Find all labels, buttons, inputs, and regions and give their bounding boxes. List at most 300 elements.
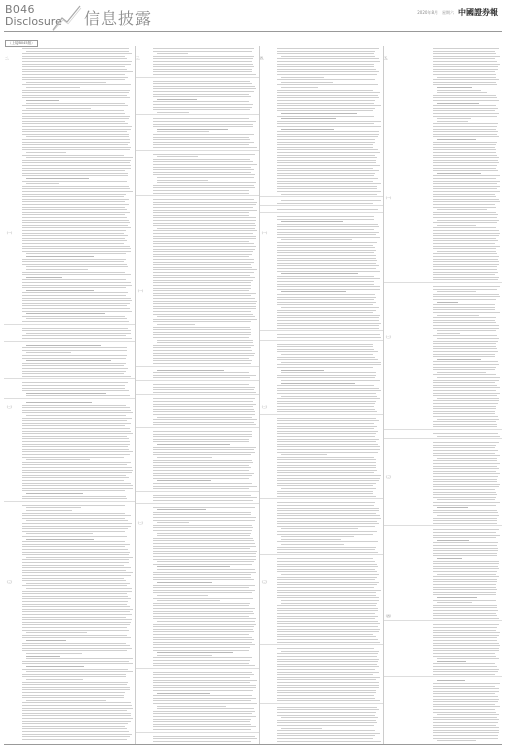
text-line bbox=[277, 664, 377, 665]
text-line bbox=[433, 214, 498, 215]
text-line bbox=[22, 134, 129, 135]
text-line bbox=[433, 201, 500, 202]
text-line bbox=[433, 589, 497, 590]
text-line bbox=[153, 345, 254, 346]
text-line bbox=[433, 149, 496, 150]
text-line bbox=[153, 406, 253, 407]
text-line bbox=[437, 220, 499, 221]
text-line bbox=[22, 457, 124, 458]
text-line bbox=[153, 585, 255, 586]
text-line bbox=[153, 272, 254, 273]
text-line bbox=[153, 724, 251, 725]
text-line bbox=[22, 71, 133, 72]
text-line bbox=[153, 473, 254, 474]
text-line bbox=[281, 273, 358, 274]
text-line bbox=[277, 317, 379, 318]
text-line bbox=[157, 228, 255, 229]
text-line bbox=[277, 100, 375, 101]
text-line bbox=[433, 693, 495, 694]
text-line bbox=[277, 398, 380, 399]
text-line bbox=[433, 466, 497, 467]
text-line bbox=[153, 377, 250, 378]
text-line bbox=[433, 532, 496, 533]
text-line bbox=[26, 640, 66, 641]
text-line bbox=[153, 329, 251, 330]
text-line bbox=[281, 383, 355, 384]
text-line bbox=[433, 486, 499, 487]
section-name-cn: 信息披露 bbox=[84, 9, 153, 28]
text-line bbox=[437, 540, 469, 541]
text-line bbox=[26, 583, 130, 584]
text-line bbox=[277, 552, 378, 553]
text-line bbox=[153, 56, 254, 57]
text-line bbox=[22, 66, 125, 67]
text-line bbox=[277, 328, 379, 329]
text-line bbox=[26, 136, 129, 137]
text-line bbox=[22, 363, 126, 364]
text-line bbox=[433, 518, 497, 519]
text-line bbox=[433, 607, 497, 608]
section-marker: （一） bbox=[384, 195, 394, 200]
text-line bbox=[433, 74, 496, 75]
text-line bbox=[153, 637, 252, 638]
text-line bbox=[277, 144, 373, 145]
text-line bbox=[277, 334, 380, 335]
text-line bbox=[22, 199, 129, 200]
text-line bbox=[277, 428, 374, 429]
text-line bbox=[22, 663, 133, 664]
section-marker: （二） bbox=[136, 521, 146, 526]
text-line bbox=[277, 375, 376, 376]
text-line bbox=[22, 718, 133, 719]
text-line bbox=[26, 360, 111, 361]
text-line bbox=[277, 186, 377, 187]
text-line bbox=[433, 328, 499, 329]
text-line bbox=[153, 137, 249, 138]
text-line bbox=[281, 728, 322, 729]
text-line bbox=[277, 393, 376, 394]
text-line bbox=[22, 240, 127, 241]
text-line bbox=[153, 249, 255, 250]
text-line bbox=[22, 110, 124, 111]
text-line bbox=[22, 144, 128, 145]
text-line bbox=[153, 259, 254, 260]
text-line bbox=[281, 370, 324, 371]
text-line bbox=[277, 502, 375, 503]
text-line bbox=[157, 655, 212, 656]
text-line bbox=[277, 289, 380, 290]
text-line bbox=[277, 420, 379, 421]
text-line bbox=[433, 712, 496, 713]
text-line bbox=[277, 61, 380, 62]
text-line bbox=[153, 546, 256, 547]
text-line bbox=[22, 470, 133, 471]
text-line bbox=[277, 510, 379, 511]
text-line bbox=[153, 677, 250, 678]
text-line bbox=[433, 48, 499, 49]
text-line bbox=[22, 684, 127, 685]
text-line bbox=[437, 173, 481, 174]
text-line bbox=[153, 375, 256, 376]
text-line bbox=[22, 692, 125, 693]
text-line bbox=[22, 606, 130, 607]
text-line bbox=[433, 492, 496, 493]
text-line bbox=[153, 288, 251, 289]
text-line bbox=[153, 719, 251, 720]
text-line bbox=[433, 390, 496, 391]
text-line bbox=[437, 574, 496, 575]
text-line bbox=[22, 572, 133, 573]
text-line bbox=[277, 470, 377, 471]
text-line bbox=[433, 413, 495, 414]
text-line bbox=[22, 222, 130, 223]
text-line bbox=[277, 351, 378, 352]
text-line bbox=[153, 350, 252, 351]
text-line bbox=[153, 543, 255, 544]
section-marker: （二） bbox=[260, 405, 270, 409]
text-line bbox=[22, 274, 131, 275]
masthead bbox=[0, 0, 506, 36]
text-line bbox=[153, 663, 249, 664]
text-line bbox=[277, 462, 376, 463]
text-line bbox=[433, 325, 499, 326]
text-line bbox=[153, 736, 255, 737]
text-line bbox=[153, 139, 250, 140]
text-line bbox=[433, 442, 499, 443]
text-line bbox=[153, 439, 249, 440]
text-line bbox=[277, 147, 373, 148]
text-line bbox=[433, 709, 495, 710]
text-line bbox=[153, 434, 252, 435]
text-line bbox=[22, 214, 125, 215]
text-line bbox=[22, 546, 125, 547]
text-line bbox=[22, 480, 124, 481]
text-line bbox=[437, 658, 499, 659]
text-line bbox=[153, 104, 253, 105]
section-break bbox=[135, 394, 259, 395]
text-line bbox=[281, 307, 379, 308]
text-line bbox=[22, 191, 133, 192]
text-line bbox=[26, 632, 87, 633]
text-line bbox=[277, 323, 381, 324]
section-break bbox=[383, 676, 502, 677]
text-line bbox=[153, 680, 257, 681]
text-line bbox=[22, 630, 129, 631]
text-line bbox=[153, 598, 253, 599]
text-line bbox=[433, 529, 499, 530]
text-line bbox=[22, 131, 127, 132]
text-line bbox=[277, 608, 378, 609]
text-line bbox=[433, 277, 499, 278]
text-line bbox=[437, 333, 460, 334]
text-line bbox=[277, 255, 376, 256]
text-line bbox=[433, 147, 495, 148]
text-line bbox=[26, 266, 128, 267]
text-line bbox=[157, 177, 254, 178]
text-line bbox=[433, 505, 496, 506]
text-line bbox=[26, 318, 127, 319]
text-line bbox=[22, 105, 128, 106]
text-line bbox=[433, 51, 495, 52]
text-line bbox=[433, 727, 499, 728]
text-line bbox=[22, 451, 133, 452]
section-break bbox=[135, 150, 259, 151]
text-line bbox=[153, 190, 249, 191]
text-line bbox=[22, 689, 130, 690]
text-line bbox=[153, 514, 251, 515]
text-line bbox=[22, 710, 127, 711]
text-line bbox=[153, 230, 257, 231]
text-line bbox=[277, 90, 373, 91]
text-line bbox=[277, 271, 380, 272]
text-line bbox=[153, 488, 249, 489]
text-line bbox=[433, 131, 498, 132]
text-line bbox=[277, 260, 377, 261]
text-line bbox=[281, 600, 379, 601]
text-line bbox=[22, 627, 127, 628]
text-line bbox=[26, 345, 101, 346]
text-line bbox=[433, 296, 500, 297]
text-line bbox=[22, 48, 129, 49]
text-line bbox=[26, 313, 105, 314]
text-line bbox=[153, 372, 249, 373]
text-line bbox=[22, 423, 131, 424]
text-line bbox=[277, 346, 373, 347]
text-line bbox=[437, 302, 458, 303]
text-line bbox=[433, 666, 497, 667]
text-line bbox=[433, 553, 497, 554]
text-line bbox=[277, 297, 376, 298]
text-line bbox=[153, 411, 255, 412]
text-line bbox=[281, 118, 336, 119]
text-line bbox=[437, 330, 496, 331]
text-line bbox=[281, 362, 381, 363]
text-line bbox=[153, 650, 249, 651]
text-line bbox=[277, 725, 374, 726]
text-line bbox=[433, 341, 498, 342]
text-line bbox=[433, 64, 500, 65]
text-line bbox=[153, 269, 257, 270]
text-line bbox=[22, 118, 129, 119]
text-line bbox=[433, 730, 499, 731]
column-divider bbox=[259, 46, 260, 744]
text-line bbox=[277, 735, 375, 736]
text-line bbox=[153, 169, 254, 170]
text-line bbox=[157, 522, 189, 523]
text-line bbox=[22, 464, 127, 465]
text-line bbox=[277, 302, 376, 303]
text-line bbox=[433, 403, 498, 404]
text-line bbox=[22, 498, 127, 499]
text-line bbox=[153, 207, 253, 208]
text-line bbox=[22, 355, 127, 356]
text-line bbox=[277, 616, 378, 617]
text-line bbox=[153, 134, 254, 135]
text-line bbox=[22, 536, 127, 537]
text-line bbox=[433, 460, 497, 461]
text-line bbox=[433, 113, 499, 114]
text-line bbox=[433, 406, 496, 407]
text-line bbox=[433, 123, 498, 124]
text-line bbox=[153, 634, 249, 635]
text-line bbox=[157, 342, 253, 343]
text-line bbox=[433, 704, 495, 705]
text-line bbox=[277, 294, 375, 295]
text-line bbox=[277, 626, 378, 627]
text-line bbox=[281, 454, 327, 455]
text-line bbox=[22, 598, 131, 599]
text-line bbox=[281, 77, 324, 78]
text-line bbox=[153, 220, 256, 221]
text-line bbox=[433, 108, 498, 109]
text-line bbox=[433, 605, 497, 606]
text-column bbox=[383, 46, 502, 744]
text-line bbox=[153, 285, 251, 286]
text-line bbox=[157, 582, 212, 583]
text-line bbox=[433, 471, 496, 472]
text-line bbox=[22, 544, 130, 545]
text-line bbox=[153, 277, 255, 278]
text-line bbox=[22, 170, 125, 171]
text-line bbox=[277, 58, 379, 59]
text-line bbox=[153, 251, 253, 252]
text-line bbox=[157, 566, 230, 567]
text-line bbox=[433, 361, 498, 362]
text-line bbox=[22, 726, 125, 727]
text-line bbox=[277, 720, 376, 721]
text-line bbox=[153, 267, 252, 268]
text-line bbox=[437, 507, 468, 508]
text-line bbox=[277, 126, 381, 127]
text-line bbox=[433, 196, 496, 197]
text-line bbox=[277, 406, 374, 407]
text-line bbox=[277, 423, 374, 424]
text-line bbox=[22, 251, 131, 252]
text-line bbox=[277, 431, 378, 432]
text-line bbox=[153, 590, 255, 591]
text-line bbox=[22, 462, 131, 463]
text-line bbox=[281, 113, 357, 114]
text-line bbox=[22, 160, 131, 161]
text-line bbox=[153, 262, 254, 263]
text-line bbox=[433, 600, 496, 601]
text-line bbox=[22, 95, 127, 96]
text-line bbox=[153, 462, 253, 463]
text-line bbox=[22, 669, 128, 670]
text-line bbox=[22, 454, 130, 455]
text-line bbox=[277, 439, 379, 440]
section-logo-icon bbox=[52, 4, 82, 32]
text-line bbox=[22, 565, 124, 566]
text-line bbox=[26, 679, 83, 680]
text-line bbox=[277, 472, 374, 473]
text-line bbox=[22, 328, 128, 329]
text-line bbox=[433, 494, 497, 495]
text-line bbox=[433, 387, 500, 388]
text-line bbox=[437, 291, 476, 292]
text-line bbox=[153, 347, 251, 348]
text-line bbox=[277, 483, 376, 484]
text-line bbox=[433, 411, 495, 412]
text-line bbox=[433, 688, 499, 689]
text-line bbox=[153, 698, 256, 699]
text-line bbox=[437, 121, 468, 122]
text-line bbox=[22, 483, 131, 484]
text-line bbox=[22, 549, 128, 550]
text-line bbox=[26, 333, 131, 334]
text-line bbox=[437, 714, 499, 715]
text-line bbox=[433, 520, 497, 521]
text-line bbox=[277, 722, 377, 723]
text-line bbox=[153, 711, 255, 712]
text-line bbox=[153, 540, 254, 541]
text-line bbox=[437, 90, 481, 91]
text-line bbox=[433, 152, 496, 153]
text-line bbox=[26, 178, 89, 179]
text-line bbox=[153, 202, 257, 203]
text-line bbox=[277, 160, 376, 161]
text-line bbox=[277, 531, 377, 532]
text-line bbox=[22, 92, 129, 93]
text-line bbox=[153, 254, 252, 255]
text-line bbox=[22, 708, 133, 709]
text-line bbox=[277, 515, 380, 516]
text-line bbox=[277, 587, 374, 588]
section-break bbox=[4, 398, 135, 399]
text-line bbox=[277, 286, 380, 287]
text-line bbox=[153, 238, 256, 239]
text-line bbox=[277, 659, 379, 660]
text-line bbox=[22, 505, 125, 506]
text-line bbox=[153, 241, 249, 242]
newspaper-brand: 中國證券報 bbox=[458, 7, 498, 17]
text-line bbox=[22, 311, 132, 312]
text-line bbox=[277, 191, 381, 192]
text-line bbox=[433, 587, 496, 588]
text-line bbox=[277, 252, 374, 253]
text-line bbox=[433, 510, 497, 511]
text-line bbox=[433, 579, 497, 580]
text-line bbox=[153, 308, 256, 309]
text-line bbox=[433, 691, 499, 692]
text-line bbox=[277, 325, 379, 326]
text-line bbox=[433, 240, 498, 241]
text-line bbox=[277, 69, 376, 70]
text-line bbox=[437, 398, 499, 399]
text-line bbox=[153, 657, 252, 658]
text-line bbox=[153, 644, 255, 645]
text-line bbox=[22, 298, 131, 299]
text-line bbox=[22, 373, 124, 374]
text-line bbox=[277, 579, 375, 580]
text-line bbox=[22, 305, 127, 306]
text-line bbox=[277, 605, 376, 606]
text-line bbox=[22, 526, 131, 527]
text-line bbox=[26, 152, 66, 153]
text-line bbox=[277, 357, 375, 358]
text-line bbox=[22, 412, 133, 413]
text-line bbox=[433, 129, 496, 130]
text-line bbox=[433, 479, 497, 480]
header-rule bbox=[4, 31, 502, 32]
text-line bbox=[157, 457, 212, 458]
text-line bbox=[277, 224, 378, 225]
text-line bbox=[433, 356, 495, 357]
text-line bbox=[26, 253, 126, 254]
text-line bbox=[433, 476, 498, 477]
text-line bbox=[433, 653, 495, 654]
text-line bbox=[277, 84, 378, 85]
